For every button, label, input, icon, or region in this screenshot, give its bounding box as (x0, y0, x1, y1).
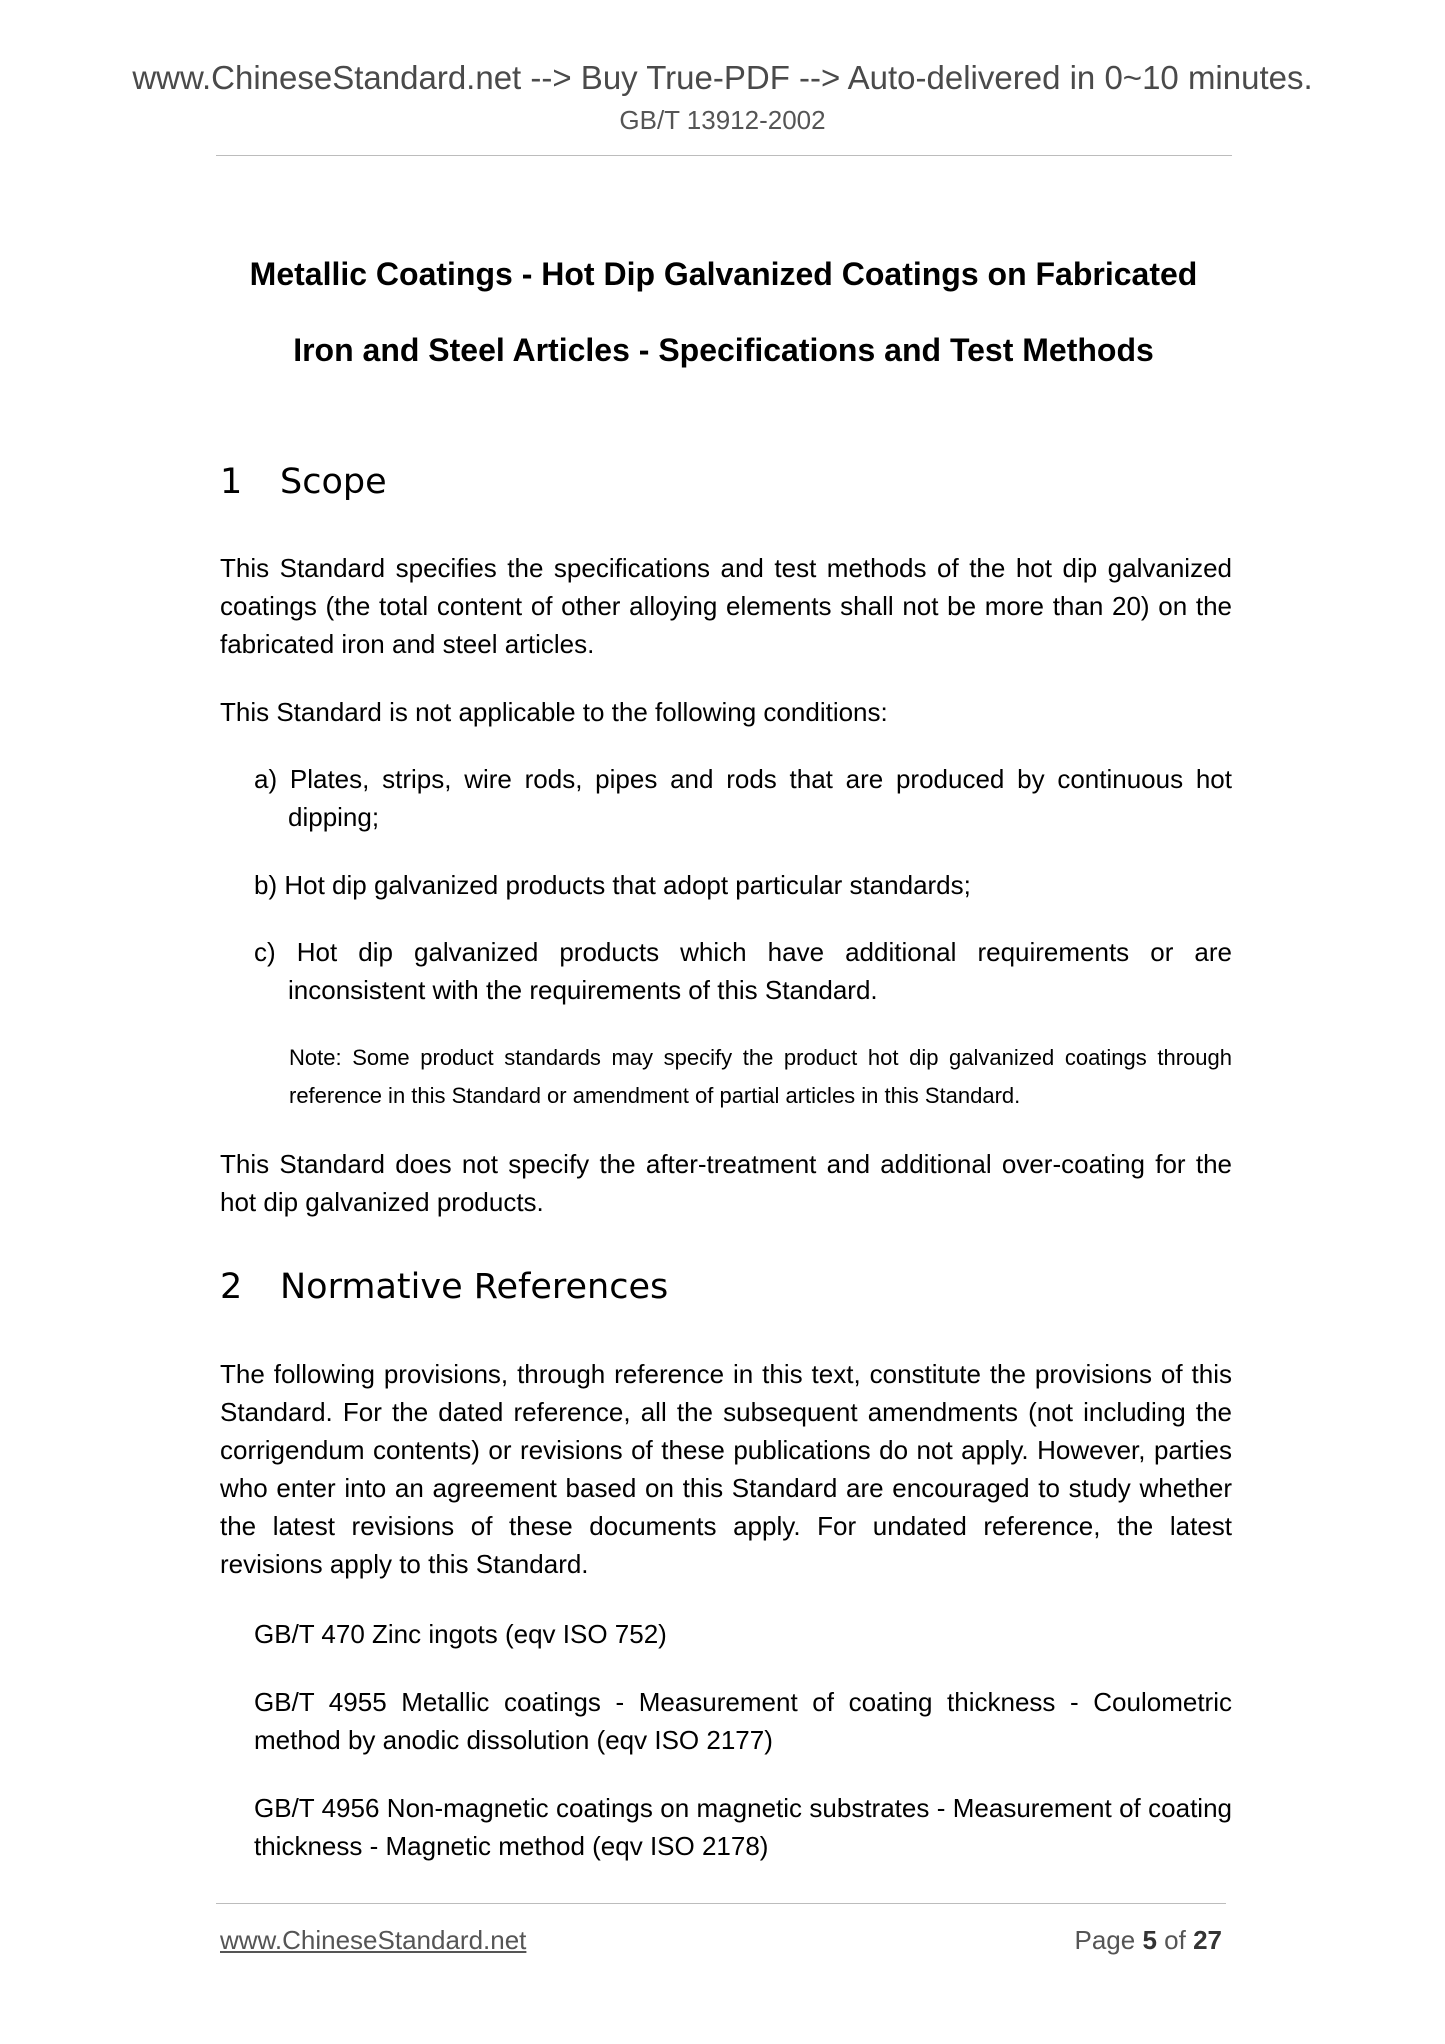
footer-website-link[interactable]: www.ChineseStandard.net (220, 1925, 527, 1955)
list-item-b: b) Hot dip galvanized products that adopt particular standards; (254, 870, 971, 900)
page-prefix: Page (1074, 1925, 1136, 1955)
section-heading-scope (220, 460, 387, 504)
section-number: 1 (220, 462, 243, 502)
section-title: Scope (280, 462, 387, 502)
page-of: of (1164, 1925, 1186, 1955)
scope-paragraph-3: This Standard does not specify the after-treatment and additional over-coating for the hot dip galvanized products. (220, 1149, 1232, 1217)
footer-divider (216, 1903, 1226, 1904)
section-number: 2 (220, 1267, 243, 1307)
reference-item: GB/T 4956 Non-magnetic coatings on magnetic substrates - Measurement of coating thickness - Magnetic method (eqv ISO 2178) (254, 1793, 1232, 1861)
document-title-line1: Metallic Coatings - Hot Dip Galvanized Coatings on Fabricated (249, 256, 1198, 292)
reference-item: GB/T 4955 Metallic coatings - Measurement of coating thickness - Coulometric method by anodic dissolution (eqv ISO 2177) (254, 1687, 1232, 1755)
page-current: 5 (1142, 1925, 1157, 1955)
scope-paragraph-1: This Standard specifies the specifications and test methods of the hot dip galvanized coatings (the total content of other alloying elements shall not be more than 20) on the fabricated iron and steel articles. (220, 553, 1232, 659)
document-title-line2: Iron and Steel Articles - Specifications and Test Methods (293, 332, 1154, 368)
references-paragraph: The following provisions, through reference in this text, constitute the provisions of this Standard. For the dated reference, all the subsequent amendments (not including the corrigendum contents) or revisions of these publications do not apply. However, parties who enter into an agreement based on this Standard are encouraged to study whether the latest revisions of these documents apply. For undated reference, the latest revisions apply to this Standard. (220, 1359, 1232, 1579)
header-divider (216, 155, 1232, 156)
reference-item: GB/T 470 Zinc ingots (eqv ISO 752) (254, 1619, 667, 1649)
section-title: Normative References (280, 1267, 669, 1307)
page-number (1074, 1924, 1222, 1956)
page-total: 27 (1193, 1925, 1222, 1955)
document-title (216, 236, 1231, 388)
scope-paragraph-2: This Standard is not applicable to the following conditions: (220, 697, 888, 727)
list-item-c: c) Hot dip galvanized products which have additional requirements or are inconsistent with the requirements of this Standard. (254, 937, 1232, 1005)
scope-note: Note: Some product standards may specify the product hot dip galvanized coatings through reference in this Standard or amendment of partial articles in this Standard. (289, 1045, 1232, 1108)
section-heading-normative-references (220, 1265, 668, 1309)
header-banner[interactable]: www.ChineseStandard.net --> Buy True-PDF --> Auto-delivered in 0~10 minutes. (132, 59, 1313, 96)
standard-code: GB/T 13912-2002 (619, 105, 826, 135)
list-item-a: a) Plates, strips, wire rods, pipes and rods that are produced by continuous hot dipping; (254, 764, 1232, 832)
